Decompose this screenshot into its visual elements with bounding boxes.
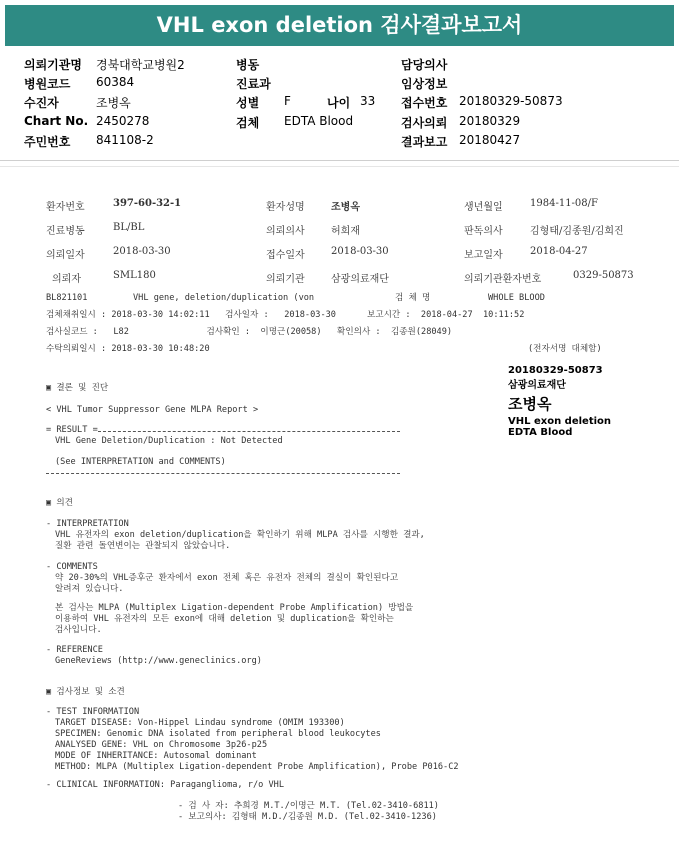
value-requesting-doctor: 허희재 [331, 226, 360, 237]
field-value: 2450278 [96, 114, 150, 128]
field-value: 조병옥 [96, 96, 131, 110]
header-field-requesting-org [24, 56, 185, 73]
label-report-date: 보고일자 [464, 250, 503, 261]
divider [98, 431, 400, 432]
value-patient-number: 397-60-32-1 [113, 198, 182, 209]
field-label: 접수번호 [401, 96, 448, 110]
label-requester: 의뢰자 [52, 274, 81, 285]
field-label: 병동 [236, 58, 260, 72]
field-label: 진료과 [236, 77, 271, 91]
label-org-patient-no: 의뢰기관환자번호 [464, 274, 542, 285]
stamp-accession-no: 20180329-50873 [508, 365, 603, 376]
value-requesting-org: 삼광의료재단 [331, 274, 389, 285]
label-birth-date: 생년월일 [464, 202, 503, 213]
label-request-date: 의뢰일자 [46, 250, 85, 261]
value-requester: SML180 [113, 270, 156, 281]
clinical-information: - CLINICAL INFORMATION: Paraganglioma, r/o VHL [46, 780, 284, 790]
field-label: 검체 [236, 116, 260, 130]
comments-line: 알려져 있습니다. [55, 584, 124, 594]
value-request-date: 2018-03-30 [113, 246, 171, 257]
field-label: 임상정보 [401, 77, 448, 91]
value-report-date: 2018-04-27 [530, 246, 588, 257]
header-field-hospital-code [24, 75, 135, 92]
header-field-accession-no [401, 94, 563, 111]
lab-line: 검사실코드 : L82 검사확인 : 이명근(20058) 확인의사 : 김종원(28049) [46, 327, 453, 337]
stamp-specimen: EDTA Blood [508, 427, 573, 438]
value-birth-date: 1984-11-08/F [530, 198, 598, 209]
field-value: 60384 [96, 75, 135, 89]
field-label: Chart No. [24, 114, 89, 128]
divider [0, 160, 679, 161]
test-info-heading: - TEST INFORMATION [46, 707, 140, 717]
field-label: 수진자 [24, 96, 59, 110]
specimen-label: 검 체 명 [395, 293, 431, 303]
stamp-patient-name: 조병옥 [508, 395, 552, 413]
section-title-result: ▣ 결론 및 진단 [46, 383, 109, 393]
field-value: EDTA Blood [284, 114, 354, 128]
label-patient-name: 환자성명 [266, 202, 305, 213]
stamp-organization: 삼광의료재단 [508, 380, 566, 391]
value-patient-name: 조병옥 [331, 202, 360, 213]
field-label: 담당의사 [401, 58, 448, 72]
label-requesting-org: 의뢰기관 [266, 274, 305, 285]
field-value: 경북대학교병원2 [96, 58, 185, 72]
interpretation-line: 질환 관련 돌연변이는 관찰되지 않았습니다. [55, 541, 231, 551]
divider [0, 166, 679, 167]
result-line: VHL Gene Deletion/Duplication : Not Detected [55, 436, 283, 446]
header-field-test-request [401, 114, 521, 131]
header-field-doctor [401, 56, 447, 73]
header-field-patient [24, 94, 131, 111]
comments-line: 이용하여 VHL 유전자의 모든 exon에 대해 deletion 및 duplication을 확인하는 [55, 614, 394, 624]
value-receipt-date: 2018-03-30 [331, 246, 389, 257]
test-info-line: ANALYSED GENE: VHL on Chromosome 3p26-p25 [55, 740, 268, 750]
stamp-test-name: VHL exon deletion [508, 416, 612, 427]
value-ward: BL/BL [113, 222, 145, 233]
field-label: 나이 [327, 96, 351, 110]
header-field-specimen [236, 114, 354, 131]
field-value: F [284, 94, 291, 108]
field-value: 841108-2 [96, 133, 154, 147]
label-receipt-date: 접수일자 [266, 250, 305, 261]
header-field-chart-no [24, 114, 150, 128]
header-field-clinical-info [401, 75, 447, 92]
comments-heading: - COMMENTS [46, 562, 98, 572]
field-value: 20180329 [459, 114, 521, 128]
section-title-test-info: ▣ 검사정보 및 소견 [46, 687, 125, 697]
value-org-patient-no: 0329-50873 [573, 270, 634, 281]
field-value: 33 [360, 94, 376, 108]
test-name: VHL gene, deletion/duplication (von [133, 293, 315, 303]
label-reading-doctor: 판독의사 [464, 226, 503, 237]
result-see-note: (See INTERPRETATION and COMMENTS) [55, 457, 226, 467]
report-title: VHL exon deletion 검사결과보고서 [5, 5, 674, 46]
field-label: 검사의뢰 [401, 116, 448, 130]
comments-line: 검사입니다. [55, 625, 102, 635]
label-patient-number: 환자번호 [46, 202, 85, 213]
test-info-line: MODE OF INHERITANCE: Autosomal dominant [55, 751, 257, 761]
collection-line: 검체채취일시 : 2018-03-30 14:02:11 검사일자 : 2018-03-30 보고시간 : 2018-04-27 10:11:52 [46, 310, 525, 320]
signature-line: - 검 사 자: 추희경 M.T./이명근 M.T. (Tel.02-3410-6811) [178, 801, 439, 811]
field-value: 20180329-50873 [459, 94, 563, 108]
header-field-age [327, 94, 376, 111]
specimen-stamp [508, 365, 611, 438]
field-label: 주민번호 [24, 135, 71, 149]
field-label: 의뢰기관명 [24, 58, 82, 72]
header-field-sex [236, 94, 291, 111]
comments-line: 본 검사는 MLPA (Multiplex Ligation-dependent Probe Amplification) 방법을 [55, 603, 414, 613]
comments-line: 약 20-30%의 VHL증후군 환자에서 exon 전체 혹은 유전자 전체의 결실이 확인된다고 [55, 573, 399, 583]
receive-line: 수탁의뢰일시 : 2018-03-30 10:48:20 [46, 344, 210, 354]
result-heading: = RESULT = [46, 425, 98, 435]
reference-line: GeneReviews (http://www.geneclinics.org) [55, 656, 262, 666]
interpretation-heading: - INTERPRETATION [46, 519, 129, 529]
label-requesting-doctor: 의뢰의사 [266, 226, 305, 237]
field-label: 결과보고 [401, 135, 448, 149]
divider [46, 473, 400, 474]
test-info-line: SPECIMEN: Genomic DNA isolated from peripheral blood leukocytes [55, 729, 381, 739]
field-label: 병원코드 [24, 77, 71, 91]
e-signature-note: (전자서명 대체함) [528, 344, 602, 354]
report-name: < VHL Tumor Suppressor Gene MLPA Report > [46, 405, 259, 415]
header-field-resident-no [24, 133, 154, 150]
specimen-value: WHOLE BLOOD [488, 293, 545, 303]
signature-line: - 보고의사: 김형태 M.D./김종원 M.D. (Tel.02-3410-1236) [178, 812, 437, 822]
field-label: 성별 [236, 96, 260, 110]
interpretation-line: VHL 유전자의 exon deletion/duplication을 확인하기 위해 MLPA 검사를 시행한 결과, [55, 530, 425, 540]
value-reading-doctor: 김형태/김종원/김희진 [530, 226, 624, 237]
test-info-line: TARGET DISEASE: Von-Hippel Lindau syndrome (OMIM 193300) [55, 718, 345, 728]
section-title-opinion: ▣ 의견 [46, 498, 73, 508]
test-code: BL821101 [46, 293, 88, 303]
test-info-line: METHOD: MLPA (Multiplex Ligation-dependent Probe Amplification), Probe P016-C2 [55, 762, 459, 772]
header-field-department [236, 75, 271, 92]
field-value: 20180427 [459, 133, 521, 147]
header-field-ward [236, 56, 259, 73]
header-field-result-report [401, 133, 521, 150]
reference-heading: - REFERENCE [46, 645, 103, 655]
label-ward: 진료병동 [46, 226, 85, 237]
